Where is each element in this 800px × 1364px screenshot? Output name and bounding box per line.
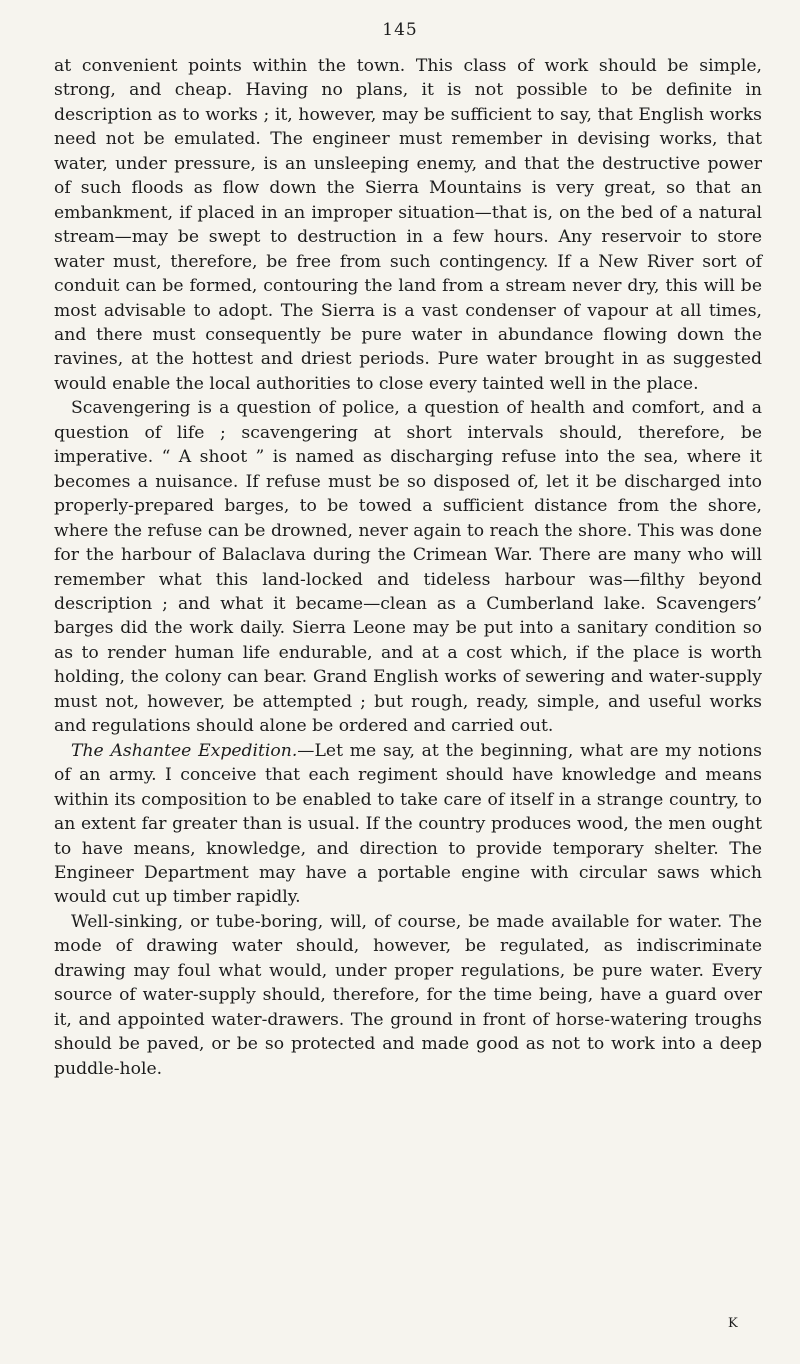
paragraph-text: Well-sinking, or tube-boring, will, of course, be made available for water. The mode of drawing water should, however, be regulated, as indiscriminate drawing may foul what would, under proper regulations, be pure water. Every source of water-supply should, therefore, for the time being, have a guard over it, and appointed water-drawers. The ground in front of horse-watering troughs should be paved, or be so protected and made good as not to work into a deep puddle-hole. [54,911,762,1079]
section-heading: The Ashantee Expedition. [71,740,298,761]
signature-mark: K [728,1316,739,1331]
paragraph-well-sinking [54,910,762,1081]
paragraph-ashantee-expedition [54,739,762,910]
page-body [54,54,762,1081]
paragraph-text: —Let me say, at the beginning, what are my notions of an army. I conceive that each regiment should have knowledge and means within its composition to be enabled to take care of itself in a strange country, to an extent far greater than is usual. If the country produces wood, the men ought to have means, knowledge, and direction to provide temporary shelter. The Engineer Department may have a portable engine with circular saws which would cut up timber rapidly. [54,740,763,908]
paragraph-text: Scavengering is a question of police, a question of health and comfort, and a question of life ; scavengering at short intervals should, therefore, be imperative. “ A shoot ” is named as discharging refuse into the sea, where it becomes a nuisance. If refuse must be so disposed of, let it be discharged into properly-prepared barges, to be towed a sufficient distance from the shore, where the refuse can be drowned, never again to reach the shore. This was done for the harbour of Balaclava during the Crimean War. There are many who will remember what this land-locked and tideless harbour was—filthy beyond description ; and what it became—clean as a Cumberland lake. Scavengers’ barges did the work daily. Sierra Leone may be put into a sanitary condition so as to render human life endurable, and at a cost which, if the place is worth holding, the colony can bear. Grand English works of sewering and water-supply must not, however, be attempted ; but rough, ready, simple, and useful works and regulations should alone be ordered and carried out. [54,398,762,737]
paragraph-water-works [54,54,762,396]
page-number: 145 [382,20,418,40]
paragraph-scavengering [54,396,762,738]
paragraph-text: at convenient points within the town. This class of work should be simple, strong, and cheap. Having no plans, it is not possible to be definite in description as to works ; it, however, may be sufficient to say, that English works need not be emulated. The engineer must remember in devising works, that water, under pressure, is an unsleeping enemy, and that the destructive power of such floods as flow down the Sierra Mountains is very great, so that an embankment, if placed in an improper situation—that is, on the bed of a natural stream—may be swept to destruction in a few hours. Any reservoir to store water must, therefore, be free from such contingency. If a New River sort of conduit can be formed, contouring the land from a stream never dry, this will be most advisable to adopt. The Sierra is a vast condenser of vapour at all times, and there must consequently be pure water in abundance flowing down the ravines, at the hottest and driest periods. Pure water brought in as suggested would enable the local authorities to close every tainted well in the place. [54,56,762,394]
